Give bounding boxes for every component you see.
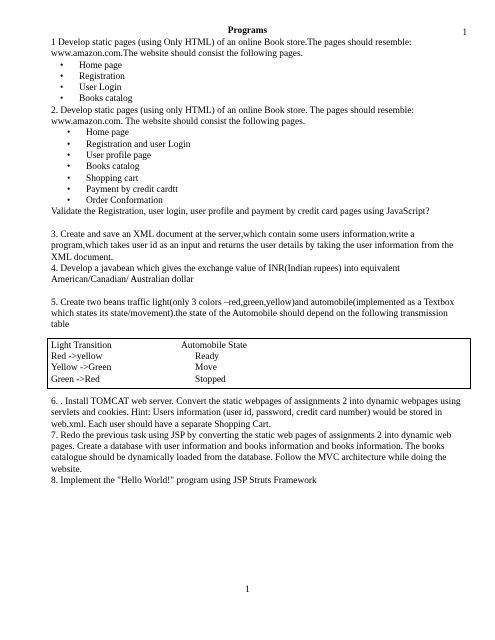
question-4-text: 4. Develop a javabean which gives the exchange value of INR(Indian rupees) into equivalent American/Canadian/ Australian dollar [51,263,400,286]
bullet-icon: • [60,94,64,105]
question-2-list [51,128,467,207]
bullet-icon: • [67,150,71,161]
bullet-icon: • [60,71,64,82]
table-cell: Move [195,363,217,374]
list-item: • Home page [67,128,129,139]
question-1-text: 1 Develop static pages (using Only HTML) of an online Book store.The pages should resemble: www.amazon.com.The website should consist the following pages. [51,38,412,60]
table-header-row [51,341,467,352]
list-item: • Books catalog [60,94,133,105]
bullet-icon: • [67,162,71,173]
bullet-icon: • [67,139,71,150]
list-item: • Home page [60,60,122,71]
list-item: • Order Conformation [67,196,163,207]
bullet-icon: • [60,83,64,94]
table-cell: Yellow ->Green [51,363,112,374]
question-3-text: 3. Create and save an XML document at the server,which contain some users information.write a program,which takes user id as an input and returns the user details by taking the user information from the XML document. [51,230,454,263]
table-cell: Red ->yellow [51,352,103,363]
question-8-text: 8. Implement the "Hello World!" program using JSP Struts Framework [51,475,317,486]
bullet-icon: • [67,173,71,184]
table-row [51,363,467,374]
list-item: • User Login [60,83,122,94]
table-cell: Stopped [195,374,226,385]
question-6-text: 6. . Install TOMCAT web server. Convert the static webpages of assignments 2 into dynamic webpages using servlets and cookies. Hint: Users information (user id, password, credit card number) would be stored in web.xml. Each user should have a separate Shopping Cart. [51,396,461,430]
table-row [51,352,467,363]
bullet-icon: • [60,60,64,71]
table-header-cell: Automobile State [181,340,247,351]
table-cell: Ready [195,352,219,363]
page-title: Programs [227,26,268,36]
list-item: • Books catalog [67,162,140,173]
page-number-top: 1 [462,27,467,37]
bullet-icon: • [67,128,71,139]
document-body [51,38,467,487]
list-item: • Shopping cart [67,173,139,184]
table-row [51,375,467,386]
question-5-text: 5. Create two beans traffic light(only 3 colors –red,green,yellow)and automobile(implemented as a Textbox which states its state/movement).the state of the Automobile should depend on the following transmission table [51,297,455,331]
table-header-cell: Light Transition [51,340,112,351]
spacer [51,219,467,230]
list-item: • User profile page [67,150,152,161]
list-item: • Payment by credit cardtt [67,184,178,195]
question-2-text: 2. Develop static pages (using only HTML) of an online Book store. The pages should resemble: www.amazon.com. The website should consist the following pages. [51,105,415,128]
list-item: • Registration [60,71,125,82]
transition-table [47,338,471,389]
bullet-icon: • [67,196,71,207]
question-7-text: 7. Redo the previous task using JSP by converting the static web pages of assignments 2 into dynamic web pages. Create a database with user information and books information and books information. The books catalogue should be dynamically loaded from the database. Follow the MVC architecture while doing the website. [51,430,452,475]
list-item: • Registration and user Login [67,139,191,150]
question-1-list [51,61,467,106]
spacer [51,287,467,298]
question-2-validation-text: Validate the Registration, user login, user profile and payment by credit card pages using JavaScript? [51,207,430,218]
bullet-icon: • [67,184,71,195]
table-cell: Green ->Red [51,374,100,385]
page-number-bottom: 1 [245,585,250,595]
